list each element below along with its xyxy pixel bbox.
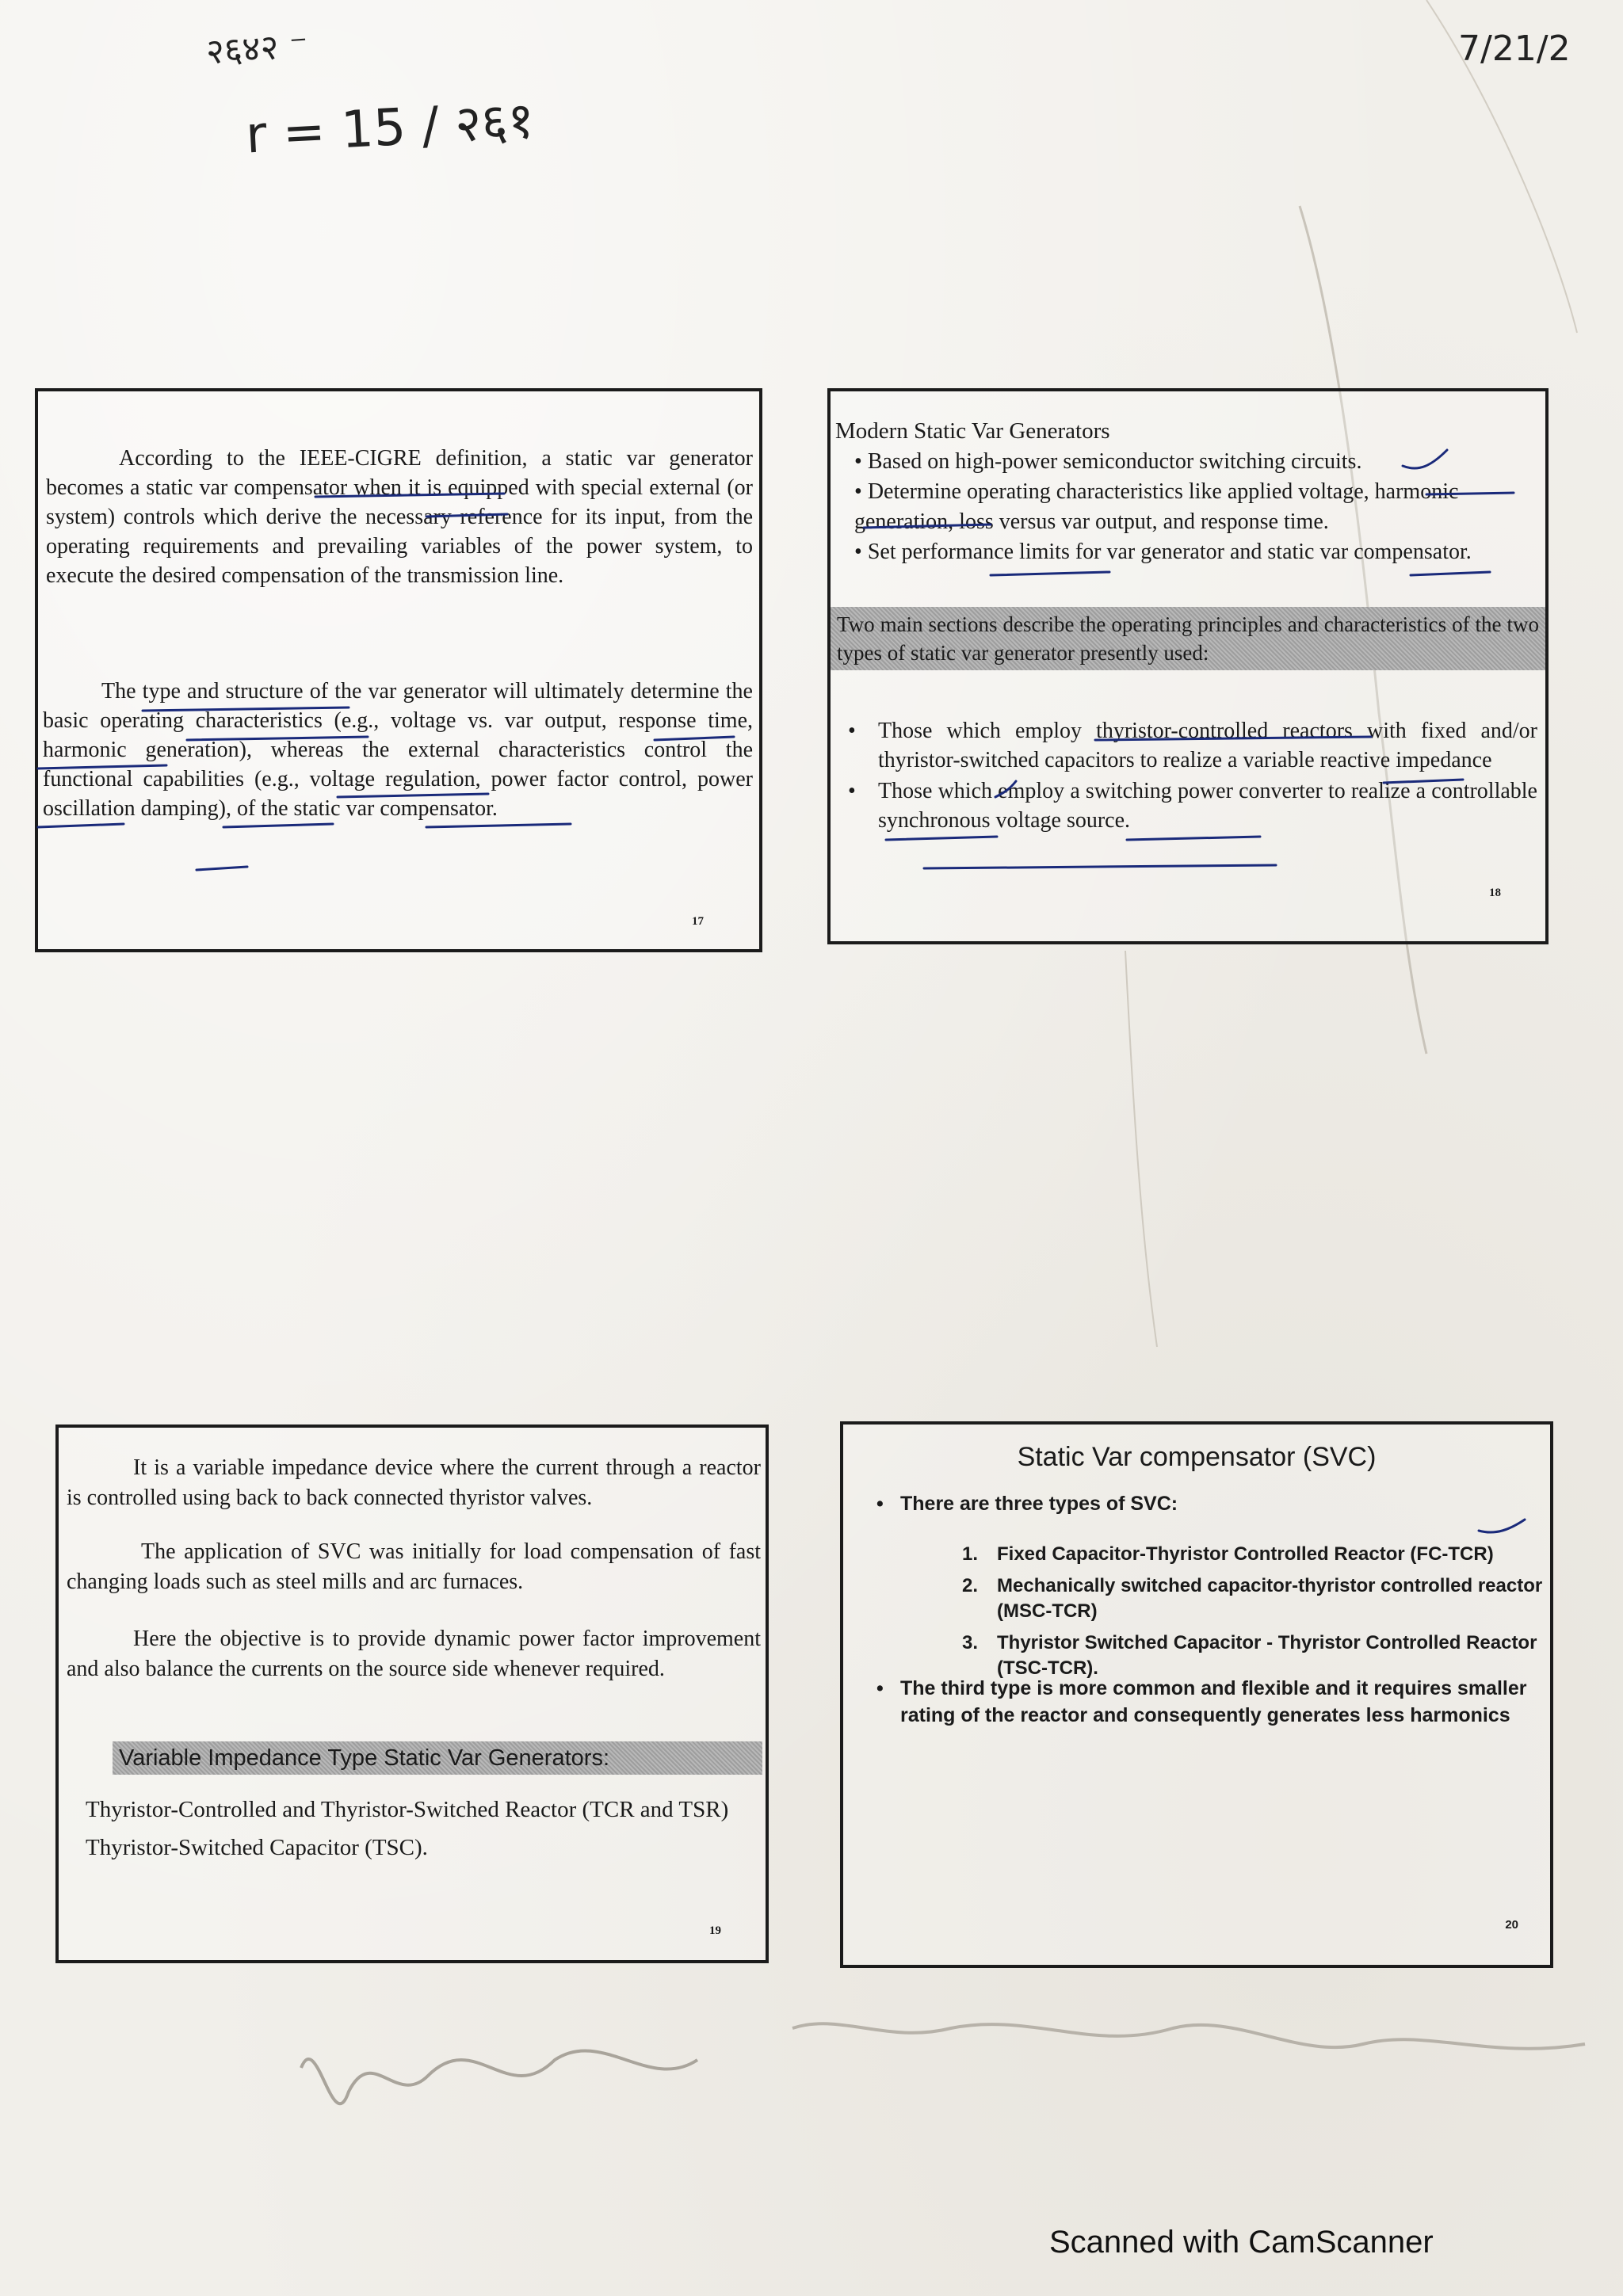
handwritten-line-1: २६४२ ⁻ xyxy=(204,25,310,73)
type-text: Thyristor Switched Capacitor - Thyristor Controlled Reactor (TSC-TCR). xyxy=(997,1632,1537,1679)
slide-18-page-number: 18 xyxy=(1489,887,1501,899)
slide-20-intro-text: There are three types of SVC: xyxy=(900,1493,1178,1515)
type-text: Mechanically switched capacitor-thyristor controlled reactor (MSC-TCR) xyxy=(997,1575,1543,1622)
slide-18-banner-text: Two main sections describe the operating principles and characteristics of the two types of static var generator presently used: xyxy=(837,612,1539,665)
type-number: 2. xyxy=(962,1575,979,1596)
camscanner-watermark: Scanned with CamScanner xyxy=(1049,2225,1434,2260)
slide-19-page-number: 19 xyxy=(709,1924,721,1937)
bullet-dot: • xyxy=(848,779,856,803)
type-number: 3. xyxy=(962,1632,979,1653)
slide-18-bullet-text: Based on high-power semiconductor switching circuits. xyxy=(867,449,1362,474)
bullet-dot: • xyxy=(876,1677,884,1699)
handwritten-line-2: r = 15 / २६१ xyxy=(244,91,536,166)
slide-18-item-text: Those which employ a switching power converter to realize a controllable synchronous voltage source. xyxy=(878,779,1537,833)
slide-19-paragraph-2: The application of SVC was initially for load compensation of fast changing loads such as steel mills and arc furnaces. xyxy=(67,1539,761,1594)
bullet-dot: • xyxy=(876,1493,884,1515)
slide-18-item-text: Those which employ thyristor-controlled reactors with fixed and/or thyristor-switched capacitors to realize a variable reactive impedance xyxy=(878,719,1537,772)
slide-18-bullet: • Determine operating characteristics like applied voltage, harmonic generation, loss versus var output, and response time. xyxy=(854,479,1459,534)
slide-19-paragraph-1: It is a variable impedance device where the current through a reactor is controlled using back to back connected thyristor valves. xyxy=(67,1455,761,1510)
slide-18-title: Modern Static Var Generators xyxy=(835,418,1110,444)
type-number: 1. xyxy=(962,1543,979,1565)
slide-18-bullet-text: Set performance limits for var generator and static var compensator. xyxy=(867,540,1472,564)
slide-18-bullet-text: Determine operating characteristics like applied voltage, harmonic generation, loss versus var output, and response time. xyxy=(854,479,1459,534)
slide-20-page-number: 20 xyxy=(1505,1918,1518,1932)
slide-18-bullet: • Set performance limits for var generator and static var compensator. xyxy=(854,540,1472,564)
slide-20-title: Static Var compensator (SVC) xyxy=(1017,1442,1377,1472)
slide-17-page-number: 17 xyxy=(692,915,704,928)
slide-19-line-2: Thyristor-Switched Capacitor (TSC). xyxy=(86,1835,428,1860)
slide-19-paragraph-3: Here the objective is to provide dynamic power factor improvement and also balance the currents on the source side whenever required. xyxy=(67,1627,761,1681)
slide-18-bullet: • Based on high-power semiconductor switching circuits. xyxy=(854,449,1362,474)
type-text: Fixed Capacitor-Thyristor Controlled Reactor (FC-TCR) xyxy=(997,1543,1494,1565)
slide-19-line-1: Thyristor-Controlled and Thyristor-Switched Reactor (TCR and TSR) xyxy=(86,1797,729,1822)
slide-19-banner: Variable Impedance Type Static Var Generators: xyxy=(113,1741,762,1775)
bullet-dot: • xyxy=(848,719,856,743)
slide-20-note-text: The third type is more common and flexible and it requires smaller rating of the reactor and consequently generates less harmonics xyxy=(900,1677,1527,1726)
handwritten-date: 7/21/2 xyxy=(1458,29,1571,69)
slide-17-paragraph-2: The type and structure of the var generator will ultimately determine the basic operating characteristics (e.g., voltage vs. var output, response time, harmonic generation), whereas the external characteristics control the functional capabilities (e.g., voltage regulation, power factor control, power oscillation damping), of the static var compensator. xyxy=(43,679,753,821)
slide-17-paragraph-1: According to the IEEE-CIGRE definition, a static var generator becomes a static var compensator when it is equipped with special external (or system) controls which derive the necessary reference for its input, from the operating requirements and prevailing variables of the power system, to execute the desired compensation of the transmission line. xyxy=(46,446,753,588)
